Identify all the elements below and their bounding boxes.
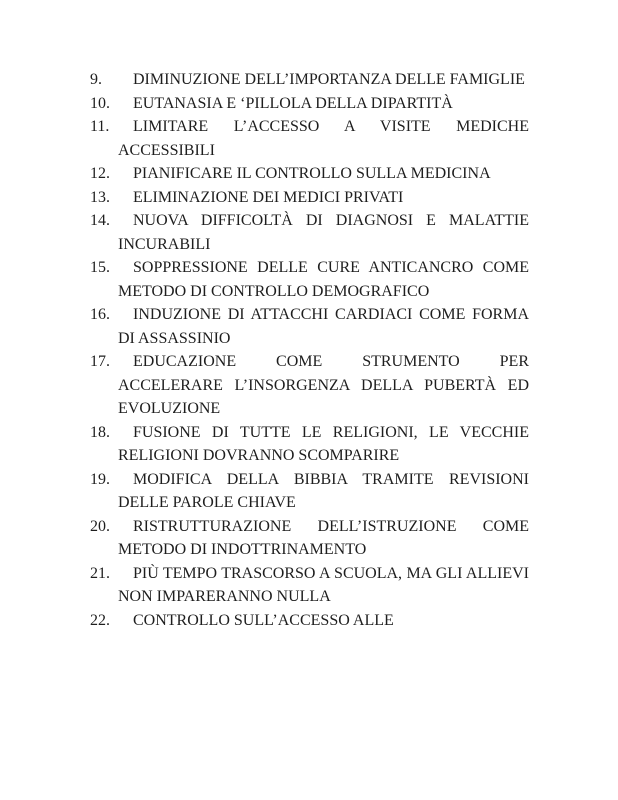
- list-item: [90, 256, 529, 303]
- list-item-number: 18.: [90, 423, 110, 441]
- list-item-number: 22.: [90, 611, 110, 629]
- list-item: [90, 421, 529, 468]
- list-item: [90, 515, 529, 562]
- list-item-number: 19.: [90, 470, 110, 488]
- list-item-text: FUSIONE DI TUTTE LE RELIGIONI, LE VECCHIE RELIGIONI DOVRANNO SCOMPARIRE: [118, 423, 529, 464]
- list-item: [90, 209, 529, 256]
- numbered-list: [90, 68, 529, 632]
- list-item-text: DIMINUZIONE DELL’IMPORTANZA DELLE FAMIGLIE: [133, 71, 525, 88]
- list-item-text: MODIFICA DELLA BIBBIA TRAMITE REVISIONI DELLE PAROLE CHIAVE: [118, 470, 529, 511]
- list-item-text: EUTANASIA E ‘PILLOLA DELLA DIPARTITÀ: [133, 94, 453, 112]
- list-item-number: 14.: [90, 212, 110, 229]
- list-item-number: 17.: [90, 353, 110, 370]
- list-item-text: RISTRUTTURAZIONE DELL’ISTRUZIONE COME METODO DI INDOTTRINAMENTO: [118, 517, 529, 558]
- list-item-text: CONTROLLO SULL’ACCESSO ALLE: [133, 611, 394, 629]
- list-item-text: LIMITARE L’ACCESSO A VISITE MEDICHE ACCESSIBILI: [118, 118, 529, 159]
- list-item-number: 12.: [90, 165, 110, 182]
- list-item: [90, 115, 529, 162]
- list-item-number: 11.: [90, 118, 110, 135]
- list-item-number: 21.: [90, 564, 110, 582]
- list-item-number: 20.: [90, 517, 110, 535]
- list-item-text: EDUCAZIONE COME STRUMENTO PER ACCELERARE L’INSORGENZA DELLA PUBERTÀ ED EVOLUZIONE: [118, 353, 529, 417]
- list-item: [90, 92, 529, 116]
- list-item: [90, 162, 529, 186]
- list-item-text: PIÙ TEMPO TRASCORSO A SCUOLA, MA GLI ALLIEVI NON IMPARERANNO NULLA: [118, 564, 529, 605]
- list-item-number: 10.: [90, 94, 110, 112]
- list-item: [90, 468, 529, 515]
- list-item: [90, 609, 529, 633]
- list-item-text: SOPPRESSIONE DELLE CURE ANTICANCRO COME METODO DI CONTROLLO DEMOGRAFICO: [118, 259, 529, 300]
- list-item: [90, 68, 529, 92]
- list-item-number: 15.: [90, 259, 110, 276]
- list-item-text: ELIMINAZIONE DEI MEDICI PRIVATI: [133, 188, 404, 206]
- list-item: [90, 350, 529, 421]
- list-item: [90, 562, 529, 609]
- list-item-number: 9.: [90, 71, 102, 88]
- list-item-number: 16.: [90, 306, 110, 323]
- list-item: [90, 303, 529, 350]
- list-item-text: PIANIFICARE IL CONTROLLO SULLA MEDICINA: [133, 165, 491, 182]
- list-item-number: 13.: [90, 188, 110, 206]
- list-item-text: INDUZIONE DI ATTACCHI CARDIACI COME FORMA DI ASSASSINIO: [118, 306, 529, 347]
- list-item-text: NUOVA DIFFICOLTÀ DI DIAGNOSI E MALATTIE INCURABILI: [118, 212, 529, 253]
- list-item: [90, 186, 529, 210]
